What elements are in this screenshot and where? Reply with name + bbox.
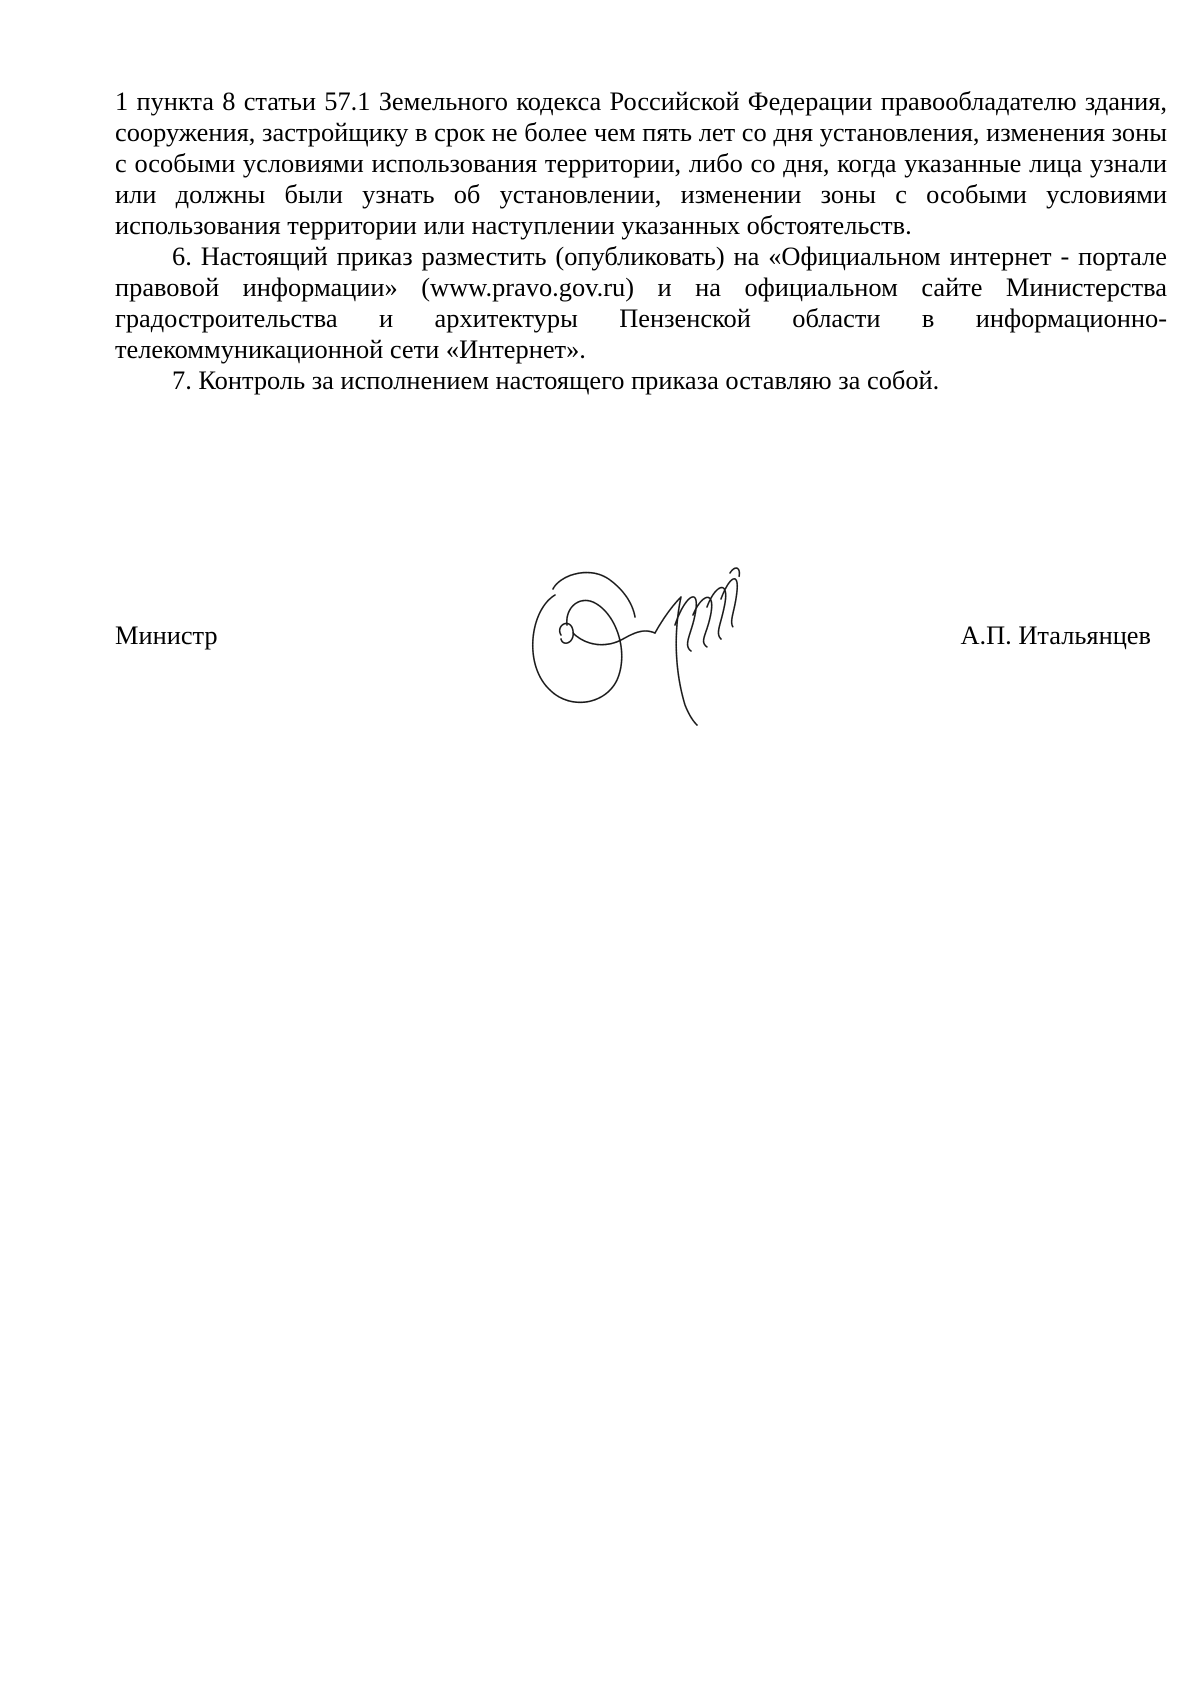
paragraph-item-6: 6. Настоящий приказ разместить (опубликовать) на «Официальном интернет - портале правовой информации» (www.pravo.gov.ru) и на официальном сайте Министерства градостроительства и архитектуры Пензенской области в информационно-телекоммуникационной сети «Интернет».: [115, 241, 1167, 364]
signer-position: Министр: [115, 620, 218, 650]
paragraph-item-7: 7. Контроль за исполнением настоящего приказа оставляю за собой.: [172, 365, 940, 395]
document-body: [115, 86, 1167, 396]
signer-name: А.П. Итальянцев: [960, 620, 1151, 650]
paragraph-continuation: 1 пункта 8 статьи 57.1 Земельного кодекса Российской Федерации правообладателю здания, сооружения, застройщику в срок не более чем пять лет со дня установления, изменения зоны с особыми условиями использования территории, либо со дня, когда указанные лица узнали или должны были узнать об установлении, изменении зоны с особыми условиями использования территории или наступлении указанных обстоятельств.: [115, 86, 1167, 240]
handwritten-signature: [525, 555, 795, 735]
